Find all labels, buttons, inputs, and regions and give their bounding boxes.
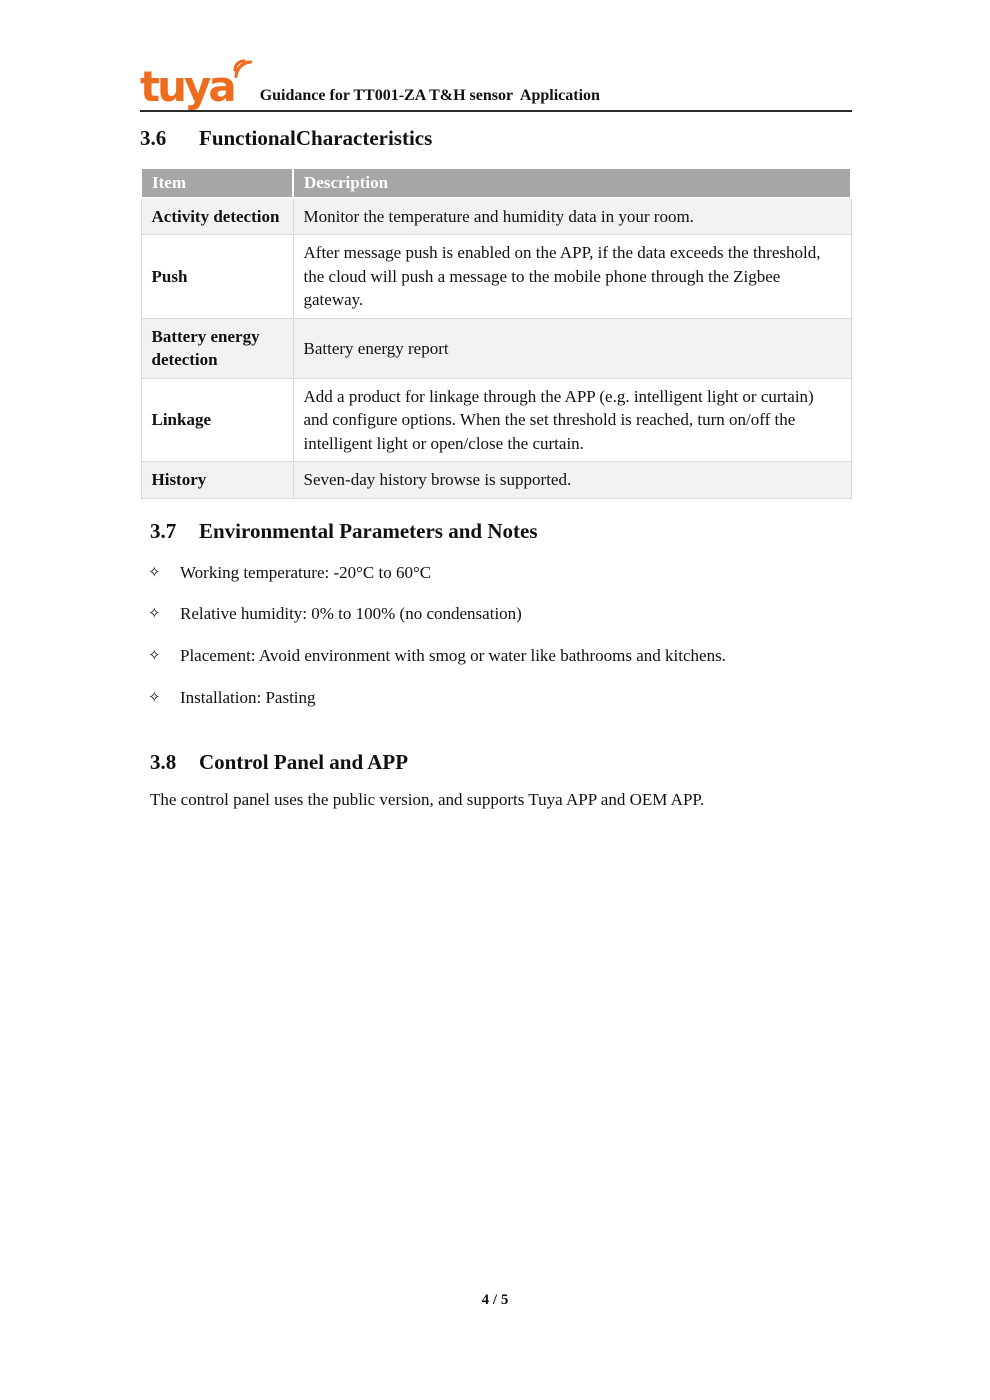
list-item [140, 687, 852, 710]
item-cell: Activity detection [141, 198, 293, 235]
diamond-bullet-icon: ✧ [148, 604, 161, 623]
table-row [141, 462, 851, 498]
section-heading-3-6 [140, 126, 852, 151]
item-cell: Linkage [141, 378, 293, 461]
document-title: Guidance for TT001-ZA T&H sensor Application [259, 87, 600, 104]
section-number: 3.8 [150, 750, 177, 775]
description-cell: Monitor the temperature and humidity data in your room. [293, 198, 851, 235]
tuya-logo [140, 62, 250, 111]
section-number: 3.7 [150, 518, 177, 543]
column-header-item: Item [141, 168, 293, 198]
list-item [140, 603, 852, 626]
document-header [140, 62, 852, 112]
description-cell: Battery energy report [293, 318, 851, 378]
item-cell: Battery energy detection [141, 318, 293, 378]
diamond-bullet-icon: ✧ [148, 562, 161, 581]
table-row [141, 235, 851, 318]
item-cell: Push [141, 235, 293, 318]
diamond-bullet-icon: ✧ [148, 688, 161, 707]
description-cell: Seven-day history browse is supported. [293, 462, 851, 498]
list-item-text: Working temperature: -20°C to 60°C [180, 562, 432, 582]
section-heading-3-7 [140, 519, 852, 544]
functional-characteristics-table [140, 167, 852, 499]
description-cell: After message push is enabled on the APP, if the data exceeds the threshold, the cloud will push a message to the mobile phone through the Zigbee gateway. [293, 235, 851, 318]
document-page [140, 62, 852, 812]
environmental-notes-list [140, 562, 852, 711]
table-row [141, 198, 851, 235]
list-item [140, 645, 852, 668]
signal-arc-icon [228, 54, 254, 80]
control-panel-paragraph: The control panel uses the public version, and supports Tuya APP and OEM APP. [150, 790, 705, 810]
tuya-logo-text: tuya [140, 62, 234, 111]
section-title: Environmental Parameters and Notes [199, 518, 538, 543]
column-header-description: Description [293, 168, 851, 198]
table-header-row [141, 168, 851, 198]
section-heading-3-8 [140, 750, 852, 775]
page-number: 4 / 5 [481, 1292, 509, 1308]
list-item [140, 562, 852, 585]
section-number: 3.6 [140, 126, 167, 150]
table-row [141, 318, 851, 378]
section-title: FunctionalCharacteristics [199, 126, 433, 150]
description-cell: Add a product for linkage through the APP (e.g. intelligent light or curtain) and configure options. When the set threshold is reached, turn on/off the intelligent light or open/close the curtain. [293, 378, 851, 461]
diamond-bullet-icon: ✧ [148, 646, 161, 665]
item-cell: History [141, 462, 293, 498]
list-item-text: Relative humidity: 0% to 100% (no condensation) [180, 604, 522, 624]
table-row [141, 378, 851, 461]
list-item-text: Placement: Avoid environment with smog or water like bathrooms and kitchens. [180, 646, 726, 666]
section-title: Control Panel and APP [199, 750, 409, 775]
list-item-text: Installation: Pasting [180, 688, 316, 708]
